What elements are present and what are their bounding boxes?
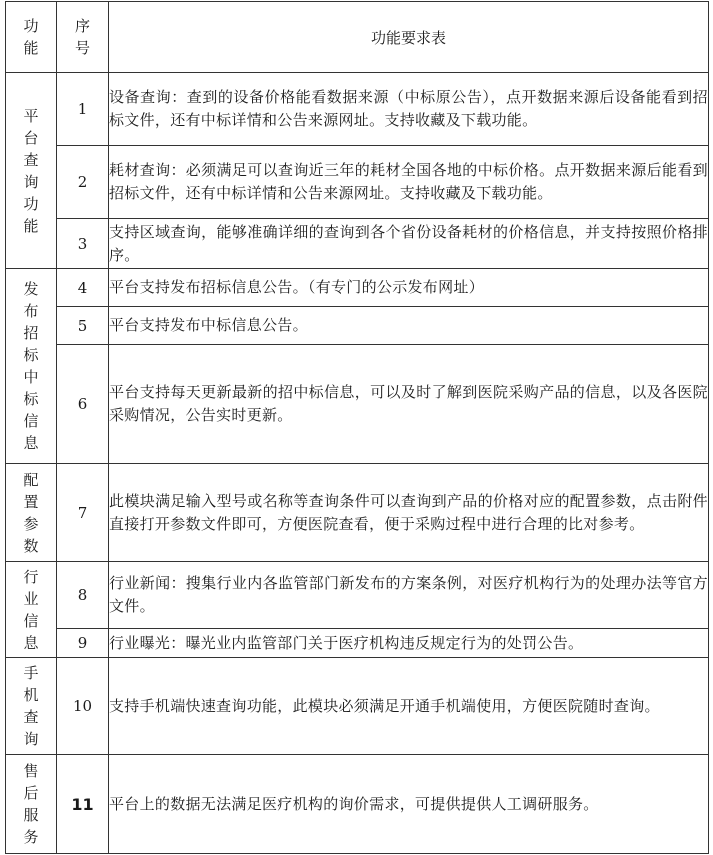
category-cell — [6, 562, 57, 658]
table-row — [6, 658, 709, 755]
row-description: 平台上的数据无法满足医疗机构的询价需求，可提供提供人工调研服务。 — [109, 755, 709, 854]
row-number: 3 — [57, 219, 109, 269]
category-label: 配置参数 — [23, 470, 39, 555]
table-row — [6, 345, 709, 464]
row-description: 设备查询：查到的设备价格能看数据来源（中标原公告），点开数据来源后设备能看到招标文件，还有中标详情和公告来源网址。支持收藏及下载功能。 — [109, 73, 709, 146]
category-label: 售后服务 — [23, 762, 39, 846]
row-description: 行业新闻：搜集行业内各监管部门新发布的方案条例，对医疗机构行为的处理办法等官方文件。 — [109, 562, 709, 629]
table-row — [6, 562, 709, 629]
header-requirement: 功能要求表 — [109, 2, 709, 73]
table-row — [6, 269, 709, 307]
row-number: 10 — [57, 658, 109, 755]
category-cell — [6, 755, 57, 854]
category-label: 发布招标中标信息 — [23, 280, 39, 452]
header-number: 序号 — [74, 17, 90, 57]
row-description: 平台支持发布中标信息公告。 — [109, 307, 709, 345]
row-number: 2 — [57, 146, 109, 219]
row-number: 4 — [57, 269, 109, 307]
row-number: 1 — [57, 73, 109, 146]
table-row — [6, 464, 709, 562]
header-row — [6, 2, 709, 73]
row-description: 平台支持每天更新最新的招中标信息，可以及时了解到医院采购产品的信息，以及各医院采购情况，公告实时更新。 — [109, 345, 709, 464]
table-row — [6, 73, 709, 146]
category-cell — [6, 464, 57, 562]
header-number-cell — [57, 2, 109, 73]
row-number: 7 — [57, 464, 109, 562]
row-number: 6 — [57, 345, 109, 464]
table-row — [6, 755, 709, 854]
category-label: 手机查询 — [23, 664, 39, 748]
header-category: 功能 — [23, 17, 39, 57]
table-row — [6, 307, 709, 345]
row-description: 此模块满足输入型号或名称等查询条件可以查询到产品的价格对应的配置参数，点击附件直接打开参数文件即可，方便医院查看，便于采购过程中进行合理的比对参考。 — [109, 464, 709, 562]
category-label: 平台查询功能 — [23, 106, 39, 235]
category-cell — [6, 73, 57, 269]
category-label: 行业信息 — [23, 567, 39, 652]
row-description: 行业曝光：曝光业内监管部门关于医疗机构违反规定行为的处罚公告。 — [109, 629, 709, 658]
row-description: 支持区域查询，能够准确详细的查询到各个省份设备耗材的价格信息，并支持按照价格排序。 — [109, 219, 709, 269]
table-row — [6, 629, 709, 658]
requirements-table — [5, 1, 709, 854]
category-cell — [6, 658, 57, 755]
row-description: 平台支持发布招标信息公告。（有专门的公示发布网址） — [109, 269, 709, 307]
row-number: 5 — [57, 307, 109, 345]
header-category-cell — [6, 2, 57, 73]
row-description: 支持手机端快速查询功能，此模块必须满足开通手机端使用，方便医院随时查询。 — [109, 658, 709, 755]
row-description: 耗材查询：必须满足可以查询近三年的耗材全国各地的中标价格。点开数据来源后能看到招标文件，还有中标详情和公告来源网址。支持收藏及下载功能。 — [109, 146, 709, 219]
row-number: 9 — [57, 629, 109, 658]
row-number: 11 — [57, 755, 109, 854]
table-row — [6, 219, 709, 269]
category-cell — [6, 269, 57, 464]
table-row — [6, 146, 709, 219]
row-number: 8 — [57, 562, 109, 629]
